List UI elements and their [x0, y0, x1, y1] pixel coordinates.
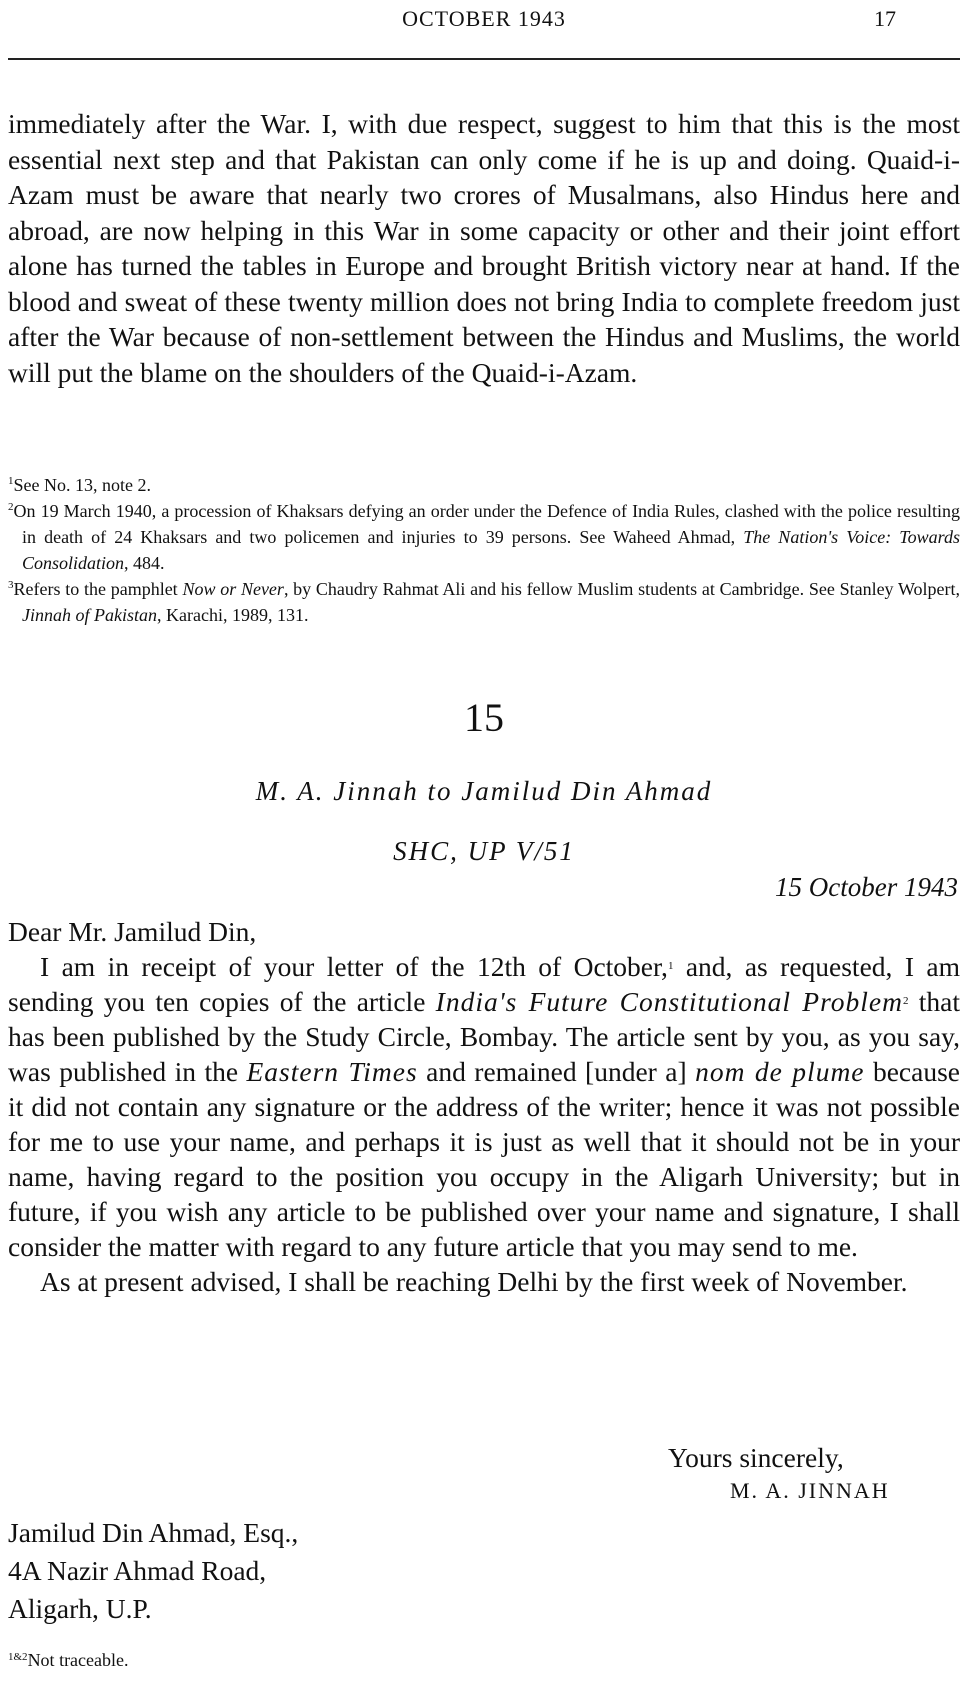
- footnote-1: [8, 472, 960, 498]
- document-number: 15: [464, 695, 504, 740]
- footnote-text: Refers to the pamphlet: [13, 579, 183, 599]
- letter-paragraph-2: As at present advised, I shall be reaching Delhi by the first week of November.: [40, 1266, 908, 1297]
- newspaper-title: Eastern Times: [246, 1056, 418, 1087]
- running-head: OCTOBER 1943: [402, 6, 566, 31]
- footnote-mark: 2: [902, 995, 909, 1007]
- closing: Yours sincerely,: [668, 1442, 844, 1473]
- address-line: Jamilud Din Ahmad, Esq.,: [8, 1517, 299, 1548]
- footnote-mark: 1: [8, 475, 14, 487]
- footnote-mark: 1: [667, 960, 674, 972]
- document-date: 15 October 1943: [775, 872, 958, 902]
- page-header: [0, 0, 968, 60]
- letter-body: [8, 914, 960, 1299]
- footnote-text: See No. 13, note 2.: [13, 475, 151, 495]
- body-paragraph: immediately after the War. I, with due respect, suggest to him that this is the most essential next step and that Pakistan can only come if he is up and doing. Quaid-i-Azam must be aware that nearly two crores of Musalmans, also Hindus here and abroad, are now helping in this War in some capacity or other and their joint effort alone has turned the tables in Europe and brought British victory near at hand. If the blood and sweat of these twenty million does not bring India to complete freedom just after the War because of non-settlement between the Hindus and Muslims, the world will put the blame on the shoulders of the Quaid-i-Azam.: [8, 108, 960, 388]
- letter-text: and, as requested, I am sending you ten copies of the article: [8, 951, 960, 1017]
- footnote-text: , Karachi, 1989, 131.: [156, 605, 309, 625]
- end-footnote: [8, 1650, 129, 1671]
- footnote-text: , 484.: [124, 553, 165, 573]
- footnote-text: On 19 March 1940, a procession of Khaksars defying an order under the Defence of India Rules, clashed with the police resulting in death of 24 Khaksars and two policemen and injuries to 39 persons. See Waheed Ahmad,: [13, 501, 960, 547]
- footnote-mark: 3: [8, 579, 14, 591]
- letter-text: and remained [under a]: [417, 1056, 696, 1087]
- footnote-text: Not traceable.: [27, 1650, 129, 1670]
- article-title: India's Future Constitutional Problem: [435, 986, 903, 1017]
- footnote-2: [8, 498, 960, 576]
- footnote-mark: 1&2: [8, 1651, 28, 1663]
- salutation: Dear Mr. Jamilud Din,: [8, 916, 257, 947]
- page-number: 17: [874, 6, 896, 31]
- letter-paragraph-1: [8, 949, 960, 1264]
- document-source: SHC, UP V/51: [393, 836, 575, 866]
- address-line: Aligarh, U.P.: [8, 1593, 152, 1624]
- address-line: 4A Nazir Ahmad Road,: [8, 1555, 267, 1586]
- footnote-book-title: The Nation's Voice: Towards Consolidation: [22, 527, 960, 573]
- footnote-mark: 2: [8, 501, 14, 513]
- footnote-text: , by Chaudry Rahmat Ali and his fellow Muslim students at Cambridge. See Stanley Wolpert,: [283, 579, 961, 599]
- foreign-phrase: nom de plume: [695, 1056, 865, 1087]
- signature: M. A. JINNAH: [730, 1478, 890, 1503]
- footnote-book-title: Now or Never: [182, 579, 284, 599]
- letter-text: because it did not contain any signature or the address of the writer; hence it was not possible for me to use your name, and perhaps it is just as well that it should not be in your name, having regard to the position you occupy in the Aligarh University; but in future, if you wish any article to be published over your name and signature, I shall consider the matter with regard to any future article that you may send to me.: [8, 1056, 960, 1262]
- header-rule: [8, 58, 960, 60]
- letter-text: that has been published by the Study Circle, Bombay. The article sent by you, as you say, was published in the: [8, 986, 960, 1087]
- recipient-address: [8, 1514, 298, 1628]
- footnote-book-title: Jinnah of Pakistan: [22, 605, 157, 625]
- footnotes: [8, 472, 960, 628]
- letter-text: I am in receipt of your letter of the 12th of October,: [40, 951, 668, 982]
- document-title: M. A. Jinnah to Jamilud Din Ahmad: [255, 776, 713, 806]
- footnote-3: [8, 576, 960, 628]
